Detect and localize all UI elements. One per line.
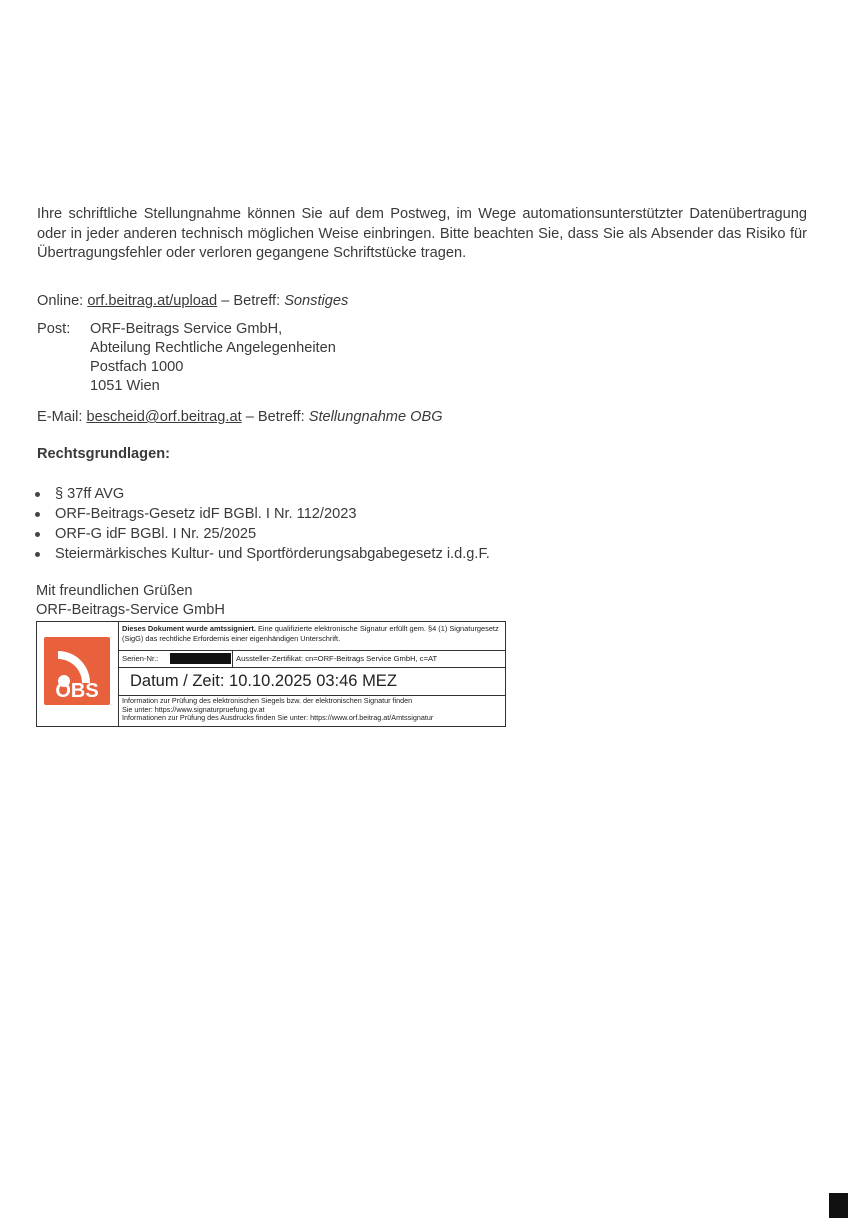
post-address-line: Abteilung Rechtliche Angelegenheiten [90,340,336,356]
signature-notice-text: Eine qualifizierte elektronische Signatur erfüllt gem. §4 (1) Signaturgesetz (SigG) das rechtliche Erfordernis einer eigenhändigen Unterschrift. [122,624,499,643]
signature-datetime: Datum / Zeit: 10.10.2025 03:46 MEZ [119,667,505,696]
list-item: § 37ff AVG [33,484,490,504]
obs-logo-text: OBS [55,680,99,702]
signature-notice-bold: Dieses Dokument wurde amtssigniert. [122,624,256,633]
online-subject: Sonstiges [284,293,349,309]
list-item: ORF-G idF BGBl. I Nr. 25/2025 [33,524,490,544]
legal-heading: Rechtsgrundlagen: [37,446,170,462]
signature-block [36,621,506,727]
closing-greeting: Mit freundlichen Grüßen [36,583,193,599]
list-item: Steiermärkisches Kultur- und Sportförderungsabgabegesetz i.d.g.F. [33,544,490,564]
serial-redaction [170,653,231,664]
row-divider [232,651,233,667]
legal-list [33,484,490,564]
post-address-line: 1051 Wien [90,378,160,394]
scan-corner-mark [829,1193,848,1218]
upload-link[interactable]: orf.beitrag.at/upload [87,293,218,309]
post-address-line: Postfach 1000 [90,359,184,375]
post-address [90,320,336,396]
online-line [37,292,348,311]
list-item: ORF-Beitrags-Gesetz idF BGBl. I Nr. 112/2023 [33,504,490,524]
signature-info-line: Sie unter: https://www.signaturpruefung.gv.at [122,704,265,714]
signature-info [119,695,505,726]
online-label: Online: [37,293,84,309]
post-address-line: ORF-Beitrags Service GmbH, [90,321,283,337]
email-line [37,408,443,427]
signature-logo-cell [37,622,119,726]
signature-details [119,622,505,726]
signature-serial-row [119,651,505,668]
email-link[interactable]: bescheid@orf.beitrag.at [86,409,242,425]
serial-label: Serien-Nr.: [122,654,159,663]
email-subject: Stellungnahme OBG [308,409,443,425]
signature-info-line: Informationen zur Prüfung des Ausdrucks finden Sie unter: https://www.orf.beitrag.at/Amtssignatur [122,713,434,723]
online-subject-prefix: – Betreff: [221,293,281,309]
issuer-certificate: Aussteller-Zertifikat: cn=ORF-Beitrags Service GmbH, c=AT [236,654,438,663]
email-label: E-Mail: [37,409,83,425]
closing-company: ORF-Beitrags-Service GmbH [36,602,225,618]
obs-logo [44,637,110,705]
email-subject-prefix: – Betreff: [245,409,305,425]
post-label: Post: [37,321,71,337]
signature-info-line: Information zur Prüfung des elektronischen Siegels bzw. der elektronischen Signatur finden [122,696,413,705]
signature-notice [119,622,505,651]
intro-paragraph: Ihre schriftliche Stellungnahme können Sie auf dem Postweg, im Wege automationsunterstützter Datenübertragung oder in jeder anderen technisch möglichen Weise einbringen. Bitte beachten Sie, dass Sie als Absender das Risiko für Übertragungsfehler oder verloren gegangene Schriftstücke tragen. [37,206,807,261]
